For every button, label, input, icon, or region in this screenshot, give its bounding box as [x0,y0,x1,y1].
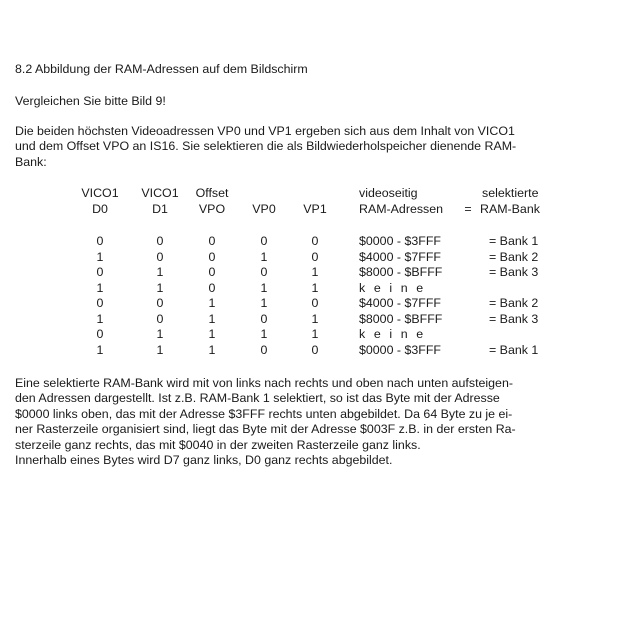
table-header: Offset [195,186,229,200]
table-cell-vp1: 0 [311,234,319,248]
paragraph-line: Innerhalb eines Bytes wird D7 ganz links, D0 ganz rechts abgebildet. [15,453,393,468]
paragraph-line: sterzeile ganz rechts, das mit $0040 in der zweiten Rasterzeile ganz links. [15,437,421,452]
table-cell-vpo: 1 [208,312,216,326]
explanation-paragraph [15,376,615,468]
table-cell-vpo: 0 [208,250,216,264]
table-cell-vp1: 0 [311,250,319,264]
table-cell-d0: 1 [96,281,104,295]
table-cell-vp0: 1 [260,296,268,310]
table-cell-addr: $0000 - $3FFF [359,343,441,357]
table-header: RAM-Adressen [359,202,444,216]
table-header: VPO [198,202,226,216]
table-cell-vpo: 0 [208,281,216,295]
table-cell-vpo: 1 [208,296,216,310]
table-cell-vp0: 1 [260,327,268,341]
table-cell-vp0: 0 [260,343,268,357]
table-cell-vp0: 1 [260,281,268,295]
table-cell-addr: $4000 - $7FFF [359,250,441,264]
table-cell-vp0: 0 [260,265,268,279]
table-cell-addr: k e i n e [359,327,426,341]
table-cell-d0: 0 [96,265,104,279]
table-cell-vp1: 0 [311,343,319,357]
table-cell-vp0: 1 [260,250,268,264]
table-cell-vp1: 1 [311,327,319,341]
table-cell-addr: k e i n e [359,281,426,295]
table-cell-d0: 1 [96,343,104,357]
table-cell-bank: = Bank 2 [489,296,539,310]
table-cell-d0: 0 [96,234,104,248]
table-cell-d0: 1 [96,312,104,326]
table-cell-d0: 1 [96,250,104,264]
table-cell-addr: $0000 - $3FFF [359,234,441,248]
table-cell-d1: 1 [156,265,164,279]
table-cell-vp1: 0 [311,296,319,310]
table-cell-d1: 0 [156,312,164,326]
table-header: RAM-Bank [480,202,540,216]
table-cell-d1: 1 [156,343,164,357]
table-header: D1 [152,202,168,216]
table-header: selektierte [482,186,539,200]
table-cell-d1: 0 [156,234,164,248]
table-header: VICO1 [141,186,179,200]
table-cell-vp1: 1 [311,312,319,326]
table-cell-vp1: 1 [311,281,319,295]
table-header: VICO1 [81,186,119,200]
table-cell-vp0: 0 [260,234,268,248]
paragraph-line: und dem Offset VPO an IS16. Sie selektieren die als Bildwiederholspeicher dienende RAM- [15,139,517,154]
table-cell-addr: $4000 - $7FFF [359,296,441,310]
figure-reference: Vergleichen Sie bitte Bild 9! [15,94,166,108]
table-cell-d1: 1 [156,281,164,295]
paragraph-line: den Adressen dargestellt. Ist z.B. RAM-Bank 1 selektiert, so ist das Byte mit der Adresse [15,391,500,406]
paragraph-line: Eine selektierte RAM-Bank wird mit von links nach rechts und oben nach unten aufsteigen- [15,376,513,390]
table-cell-d1: 1 [156,327,164,341]
table-header: videoseitig [359,186,418,200]
table-cell-d0: 0 [96,327,104,341]
table-cell-addr: $8000 - $BFFF [359,312,443,326]
table-cell-addr: $8000 - $BFFF [359,265,443,279]
table-cell-vpo: 0 [208,234,216,248]
table-cell-d1: 0 [156,296,164,310]
paragraph-line: Die beiden höchsten Videoadressen VP0 und VP1 ergeben sich aus dem Inhalt von VICO1 [15,124,515,138]
table-cell-d1: 0 [156,250,164,264]
table-header: VP0 [252,202,276,216]
table-cell-vpo: 1 [208,327,216,341]
paragraph-line: Bank: [15,154,47,169]
paragraph-line: ner Rasterzeile organisiert sind, liegt das Byte mit der Adresse $003F z.B. in der ersten Ra- [15,422,516,437]
intro-paragraph [15,124,615,170]
table-cell-bank: = Bank 3 [489,312,539,326]
table-cell-bank: = Bank 2 [489,250,539,264]
table-cell-d0: 0 [96,296,104,310]
table-cell-vpo: 0 [208,265,216,279]
table-cell-vpo: 1 [208,343,216,357]
table-cell-bank: = Bank 1 [489,234,539,248]
table-cell-bank: = Bank 1 [489,343,539,357]
section-heading: 8.2 Abbildung der RAM-Adressen auf dem Bildschirm [15,62,308,76]
table-cell-vp1: 1 [311,265,319,279]
table-header: = [464,202,472,216]
table-header: D0 [92,202,108,216]
paragraph-line: $0000 links oben, das mit der Adresse $3FFF rechts unten abgebildet. Da 64 Byte zu je ei- [15,406,513,421]
table-header: VP1 [303,202,327,216]
table-cell-vp0: 0 [260,312,268,326]
table-cell-bank: = Bank 3 [489,265,539,279]
